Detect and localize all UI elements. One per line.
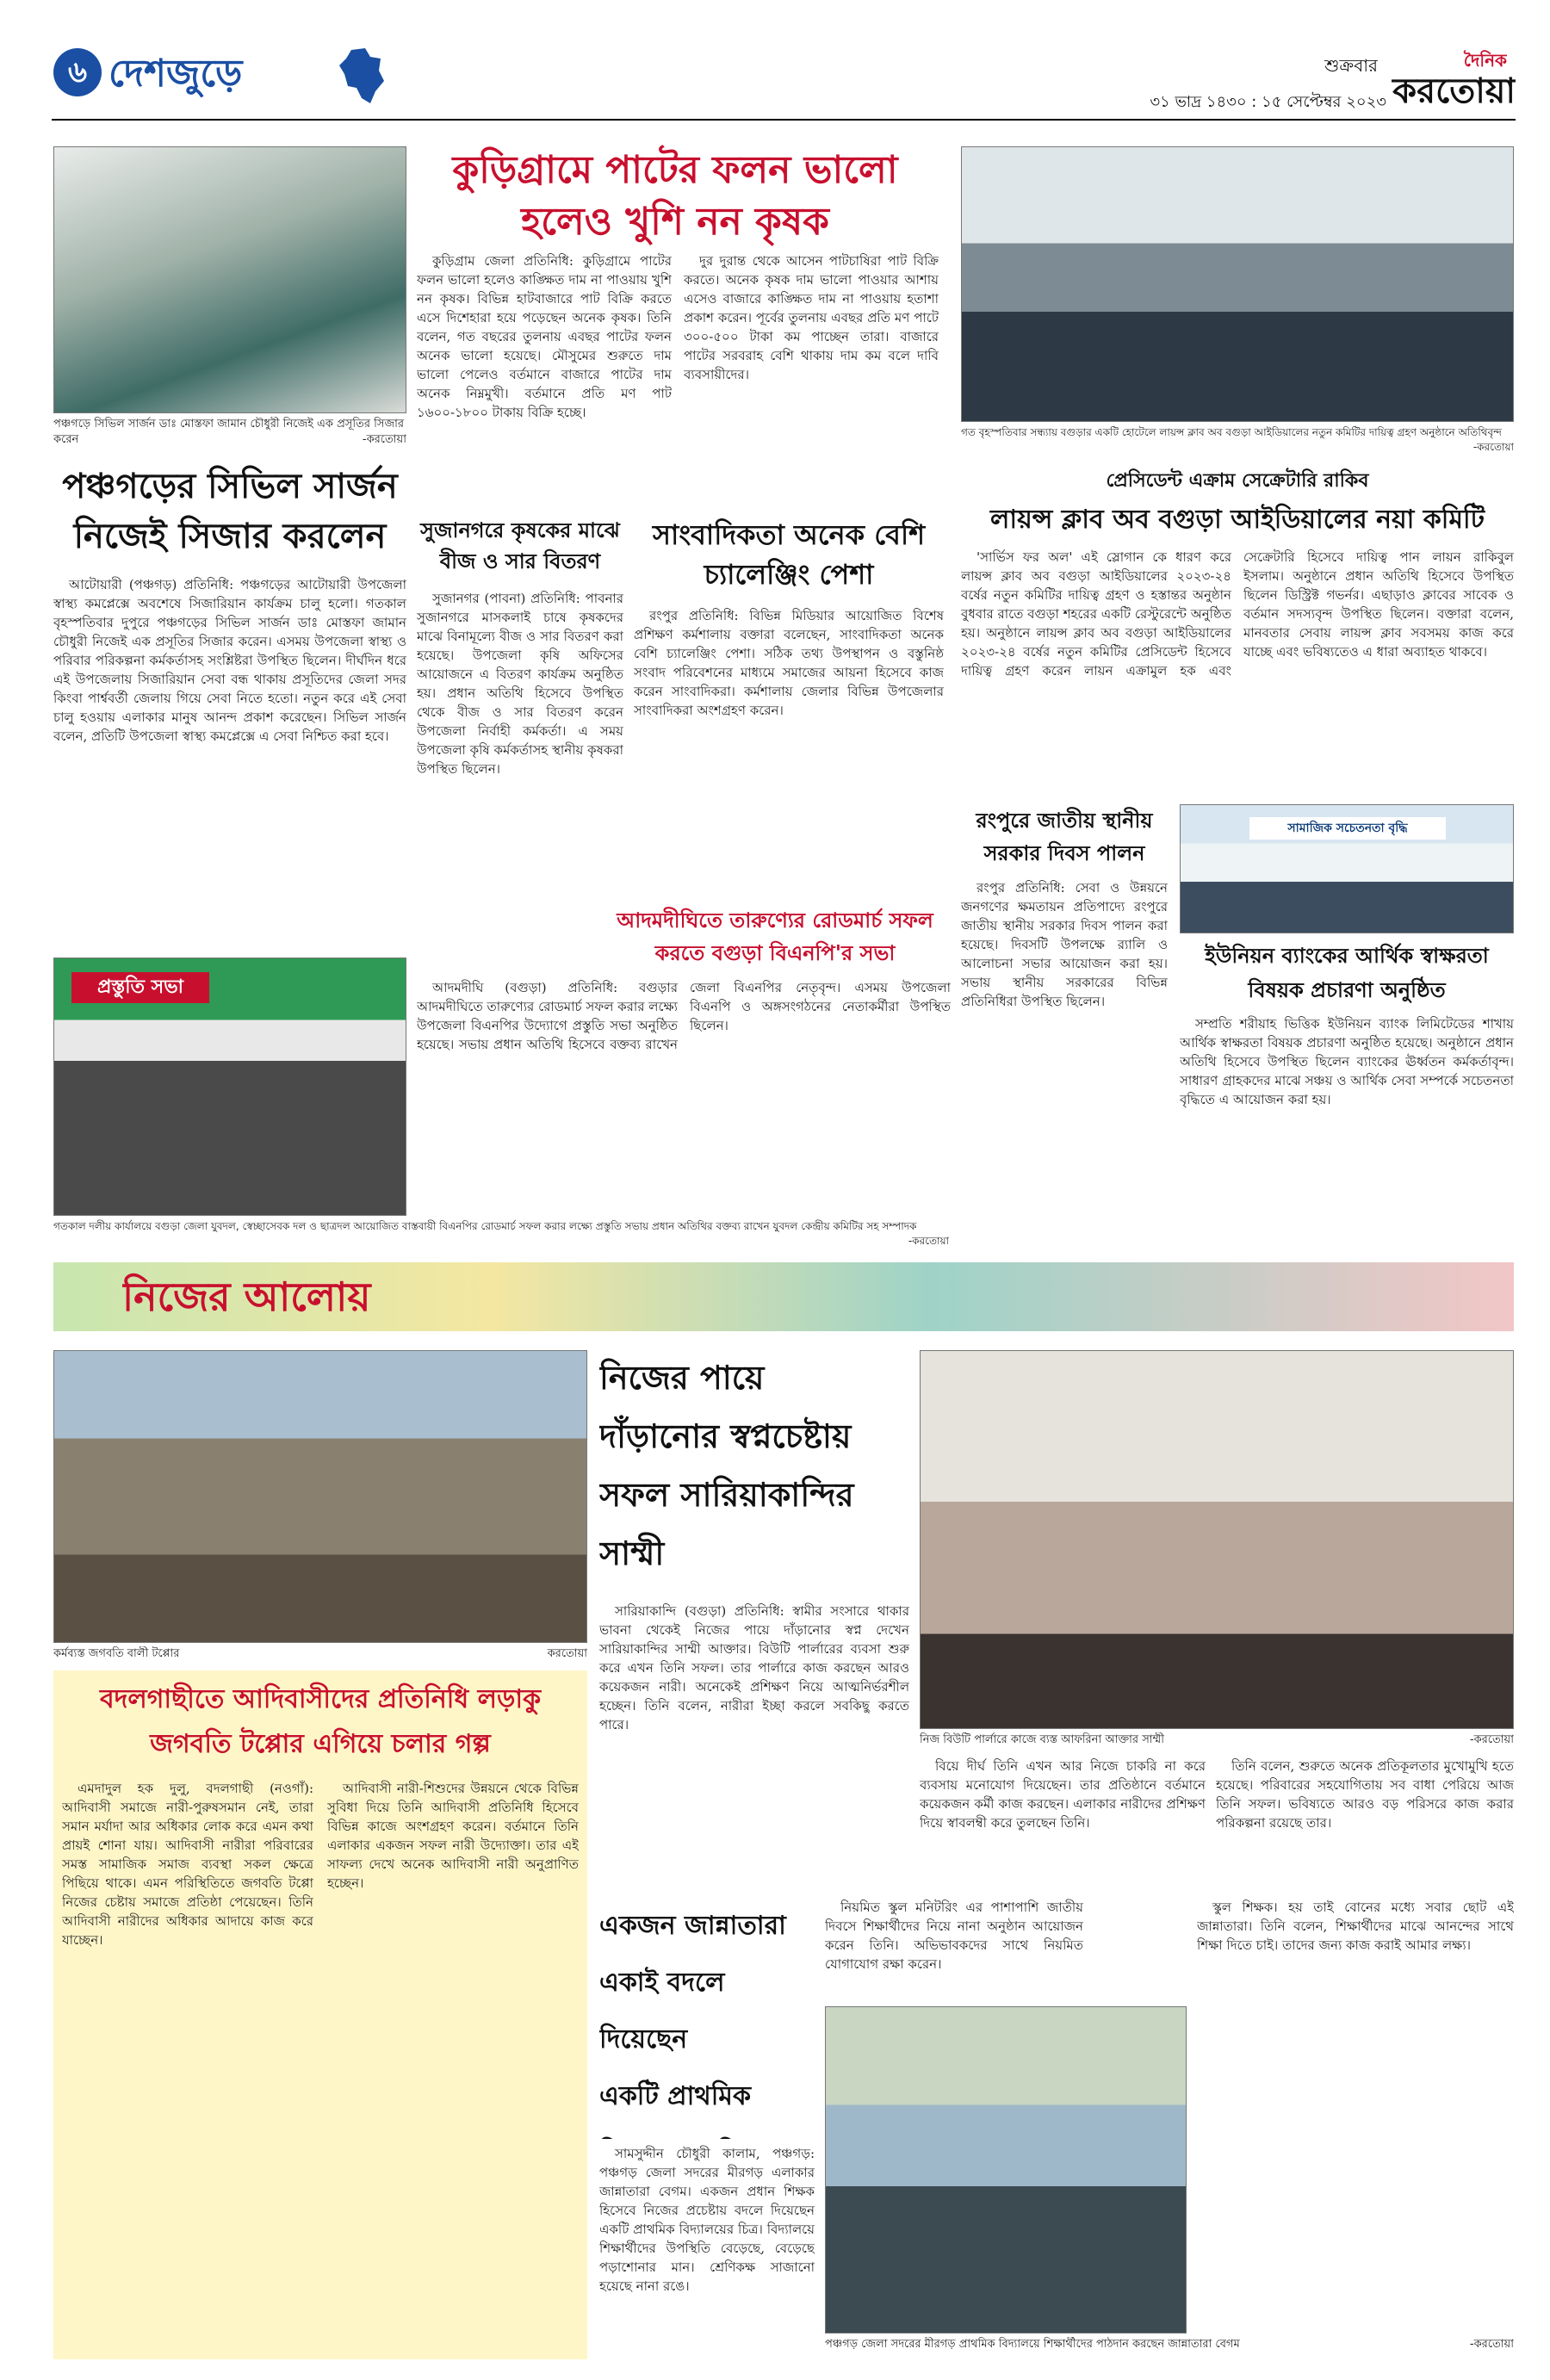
meeting-banner-text: প্রস্তুতি সভা bbox=[71, 972, 209, 1003]
bangladesh-map-icon bbox=[336, 46, 388, 107]
headline-line-2: একাই বদলে দিয়েছেন bbox=[599, 1968, 725, 2055]
caption-credit: -করতোয়া bbox=[1469, 2338, 1514, 2351]
dateline: ৩১ ভাদ্র ১৪৩০ : ১৫ সেপ্টেম্বর ২০২৩ bbox=[1150, 93, 1386, 111]
sammi-body bbox=[599, 1602, 909, 1894]
masthead bbox=[0, 0, 1550, 121]
caption-text: কর্মব্যস্ত জগবতি বালী টপ্পোর bbox=[53, 1647, 180, 1660]
school-photo-caption bbox=[825, 2337, 1514, 2361]
bank-photo bbox=[1180, 804, 1514, 933]
school-headline bbox=[599, 1898, 815, 2139]
operation-photo-caption bbox=[53, 417, 406, 451]
meeting-photo-caption bbox=[53, 1219, 949, 1254]
adivasi-body-col-1 bbox=[62, 1779, 313, 2347]
sammi-photo bbox=[920, 1350, 1514, 1729]
headline-line-4 bbox=[599, 2125, 815, 2139]
lions-kicker: প্রেসিডেন্ট এক্রাম সেক্রেটারি রাকিব bbox=[1106, 469, 1369, 492]
article-paragraph: রংপুর প্রতিনিধি: সেবা ও উন্নয়নে জনগণের ক্ষমতায়ন প্রতিপাদ্যে রংপুরে জাতীয় স্থানীয় সরকার দিবস পালন করা হয়েছে। দিবসটি উপলক্ষে র‌্যালি ও আলোচনা সভার আয়োজন করা হয়। সভায় স্থানীয় সরকারের বিভিন্ন প্রতিনিধিরা উপস্থিত ছিলেন। bbox=[961, 880, 1168, 1009]
school-body bbox=[599, 2144, 815, 2359]
page-number-badge bbox=[53, 48, 102, 96]
article-paragraph: আদমদীঘি (বগুড়া) প্রতিনিধি: বগুড়ার আদমদীঘিতে তারুণ্যের রোডমার্চ সফল করার লক্ষ্যে উপজেলা বিএনপির উদ্যোগে প্রস্তুতি সভা অনুষ্ঠিত হয়েছে। সভায় প্রধান অতিথি হিসেবে বক্তব্য রাখেন জেলা বিএনপির নেতৃবৃন্দ। এসময় উপজেলা বিএনপি ও অঙ্গসংগঠনের নেতাকর্মীরা উপস্থিত ছিলেন। bbox=[417, 980, 951, 1052]
page-number: ৬ bbox=[67, 55, 88, 90]
school-body-col-2 bbox=[825, 1898, 1083, 2001]
article-paragraph: নিয়মিত স্কুল মনিটরিং এর পাশাপাশি জাতীয় দিবসে শিক্ষার্থীদের নিয়ে নানা অনুষ্ঠান আয়োজন করেন তিনি। অভিভাবকদের সাথে নিয়মিত যোগাযোগ রক্ষা করেন। bbox=[825, 1900, 1083, 1972]
caption-credit: -করতোয়া bbox=[908, 1235, 949, 1247]
lions-photo bbox=[961, 146, 1514, 422]
headline-line-2: দাঁড়ানোর স্বপ্নচেষ্টায় bbox=[599, 1416, 852, 1455]
headline-line-2: সরকার দিবস পালন bbox=[983, 840, 1145, 865]
section-title: দেশজুড়ে bbox=[108, 52, 243, 96]
headline-line-1: একজন জান্নাতারা bbox=[599, 1911, 786, 1941]
headline-line-2: হলেও খুশি নন কৃষক bbox=[521, 200, 829, 244]
krishi-headline bbox=[417, 515, 623, 584]
headline-line-2: করতে বগুড়া বিএনপি'র সভা bbox=[654, 940, 896, 965]
feature-banner bbox=[53, 1262, 1514, 1331]
caption-credit: করতোয়া bbox=[547, 1647, 587, 1660]
caption-credit: -করতোয়া bbox=[1469, 1733, 1514, 1746]
headline-line-1: বদলগাছীতে আদিবাসীদের প্রতিনিধি লড়াকু bbox=[99, 1684, 542, 1714]
bank-body bbox=[1180, 1014, 1514, 1214]
weekday: শুক্রবার bbox=[1324, 55, 1378, 76]
meeting-photo bbox=[53, 958, 406, 1216]
headline-line-2: জগবতি টপ্পোর এগিয়ে চলার গল্প bbox=[150, 1729, 491, 1759]
adivasi-photo-caption bbox=[53, 1646, 587, 1667]
feature-banner-title: নিজের আলোয় bbox=[122, 1274, 371, 1320]
caption-text: নিজ বিউটি পার্লারে কাজে ব্যস্ত আফরিনা আক্তার সাম্মী bbox=[920, 1733, 1164, 1746]
article-paragraph: তিনি বলেন, শুরুতে অনেক প্রতিকূলতার মুখোমুখি হতে হয়েছে। পরিবারের সহযোগিতায় সব বাধা পেরিয়ে আজ তিনি সফল। ভবিষ্যতে আরও বড় পরিসরে কাজ করার পরিকল্পনা রয়েছে তার। bbox=[1216, 1758, 1514, 1831]
headline-line-1: কুড়িগ্রামে পাটের ফলন ভালো bbox=[452, 148, 898, 192]
headline-line-2: বীজ ও সার বিতরণ bbox=[439, 549, 601, 573]
school-photo bbox=[825, 2006, 1187, 2334]
article-paragraph: আদিবাসী নারী-শিশুদের উন্নয়নে থেকে বিভিন্ন সুবিধা দিয়ে তিনি আদিবাসী প্রতিনিধি হিসেবে বিভিন্ন কাজে অংশগ্রহণ করেন। বর্তমানে তিনি এলাকার একজন সফল নারী উদ্যোক্তা। তার এই সাফল্য দেখে অনেক আদিবাসী নারী অনুপ্রাণিত হচ্ছেন। bbox=[327, 1781, 579, 1891]
jute-body-col-1 bbox=[417, 251, 672, 510]
school-body-col-3 bbox=[1197, 1898, 1514, 2334]
article-paragraph: সুজানগর (পাবনা) প্রতিনিধি: পাবনার সুজানগরে মাসকলাই চাষে কৃষকদের মাঝে বিনামূল্যে বীজ ও সার বিতরণ করা হয়েছে। উপজেলা কৃষি অফিসের আয়োজনে এ বিতরণ কার্যক্রম অনুষ্ঠিত হয়। প্রধান অতিথি হিসেবে উপস্থিত থেকে বীজ ও সার বিতরণ করেন উপজেলা নির্বাহী কর্মকর্তা। এ সময় উপজেলা কৃষি কর্মকর্তাসহ স্থানীয় কৃষকরা উপস্থিত ছিলেন। bbox=[417, 591, 623, 777]
article-paragraph: বিয়ে দীর্ঘ তিনি এখন আর নিজে চাকরি না করে ব্যবসায় মনোযোগ দিয়েছেন। তার প্রতিষ্ঠানে বর্তমানে কয়েকজন কর্মী কাজ করছেন। এলাকার নারীদের প্রশিক্ষণ দিয়ে স্বাবলম্বী করে তুলছেন তিনি। bbox=[920, 1758, 1206, 1831]
krishi-body bbox=[417, 589, 623, 951]
caption-text: পঞ্চগড় জেলা সদরের মীরগড় প্রাথমিক বিদ্যালয়ে শিক্ষার্থীদের পাঠদান করছেন জান্নাতারা বেগম bbox=[825, 2338, 1240, 2351]
article-paragraph: সারিয়াকান্দি (বগুড়া) প্রতিনিধি: স্বামীর সংসারে থাকার ভাবনা থেকেই নিজের পায়ে দাঁড়ানোর স্বপ্ন দেখেন সারিয়াকান্দির সাম্মী আক্তার। বিউটি পার্লারের ব্যবসা শুরু করে এখন তিনি সফল। তার পার্লারে কাজ করছেন আরও কয়েকজন নারী। অনেকেই প্রশিক্ষণ নিয়ে আত্মনির্ভরশীল হচ্ছেন। তিনি বলেন, নারীরা ইচ্ছা করলে সবকিছু করতে পারে। bbox=[599, 1603, 909, 1732]
headline-line-2: বিষয়ক প্রচারণা অনুষ্ঠিত bbox=[1248, 977, 1446, 1002]
journalism-headline bbox=[634, 515, 944, 601]
article-paragraph: 'সার্ভিস ফর অল' এই স্লোগান কে ধারণ করে লায়ন্স ক্লাব অব বগুড়া আইডিয়ালের ২০২৩-২৪ বর্ষের নতুন কমিটির দায়িত্ব গ্রহণ ও হস্তান্তর অনুষ্ঠান বুধবার রাতে বগুড়া শহরের একটি রেস্টুরেন্টে অনুষ্ঠিত হয়। অনুষ্ঠানে লায়ন্স ক্লাব অব বগুড়া আইডিয়ালের ২০২৩-২৪ বর্ষের নতুন কমিটির প্রেসিডেন্ট হিসেবে দায়িত্ব গ্রহণ করেন লায়ন এক্রামুল হক এবং সেক্রেটারি হিসেবে দায়িত্ব পান লায়ন রাকিবুল ইসলাম। অনুষ্ঠানে প্রধান অতিথি হিসেবে উপস্থিত ছিলেন ডিস্ট্রিক্ট গভর্নর। এছাড়াও ক্লাবের সাবেক ও বর্তমান সদস্যবৃন্দ উপস্থিত ছিলেন। বক্তারা বলেন, মানবতার সেবায় লায়ন্স ক্লাব সবসময় কাজ করে যাচ্ছে এবং ভবিষ্যতেও এ ধারা অব্যাহত থাকবে। bbox=[961, 549, 1514, 679]
civil-surgeon-headline bbox=[53, 462, 406, 565]
headline-line-1: সুজানগরে কৃষকের মাঝে bbox=[420, 518, 620, 542]
rangpur-body bbox=[961, 878, 1168, 1214]
adivasi-photo bbox=[53, 1350, 587, 1643]
rangpur-headline bbox=[961, 804, 1168, 873]
headline-line-4: সাম্মী bbox=[599, 1534, 665, 1572]
jute-headline bbox=[417, 145, 933, 248]
headline-line-2: নিজেই সিজার করলেন bbox=[73, 516, 387, 556]
sammi-headline bbox=[599, 1348, 909, 1598]
caption-credit: -করতোয়া bbox=[362, 433, 406, 446]
adivasi-article-box bbox=[53, 1670, 587, 2359]
headline-line-2: চ্যালেঞ্জিং পেশা bbox=[704, 558, 874, 591]
article-paragraph: স্কুল শিক্ষক। হয় তাই বোনের মধ্যে সবার ছোট এই জান্নাতারা। তিনি বলেন, শিক্ষার্থীদের মাঝে আনন্দের সাথে শিক্ষা দিতে চাই। তাদের জন্য কাজ করাই আমার লক্ষ্য। bbox=[1197, 1900, 1514, 1953]
operation-photo bbox=[53, 146, 406, 413]
article-paragraph: সম্প্রতি শরীয়াহ ভিত্তিক ইউনিয়ন ব্যাংক লিমিটেডের শাখায় আর্থিক স্বাক্ষরতা বিষয়ক প্রচারণা অনুষ্ঠিত হয়েছে। অনুষ্ঠানে প্রধান অতিথি হিসেবে উপস্থিত ছিলেন ব্যাংকের ঊর্ধ্বতন কর্মকর্তাবৃন্দ। সাধারণ গ্রাহকদের মাঝে সঞ্চয় ও আর্থিক সেবা সম্পর্কে সচেতনতা বৃদ্ধিতে এ আয়োজন করা হয়। bbox=[1180, 1016, 1514, 1107]
lions-body bbox=[961, 548, 1514, 797]
masthead-rule bbox=[52, 119, 1516, 121]
article-paragraph: কুড়িগ্রাম জেলা প্রতিনিধি: কুড়িগ্রামে পাটের ফলন ভালো হলেও কাঙ্ক্ষিত দাম না পাওয়ায় খুশি নন কৃষক। বিভিন্ন হাটবাজারে পাট বিক্রি করতে এসে দিশেহারা হয়ে পড়েছেন অনেক কৃষক। তিনি বলেন, গত বছরের তুলনায় এবছর পাটের ফলন অনেক ভালো হয়েছে। মৌসুমের শুরুতে দাম ভালো পেলেও বর্তমানে বাজারে পাটের দাম অনেক নিম্নমুখী। বর্তমানে প্রতি মণ পাট ১৬০০-১৮০০ টাকায় বিক্রি হচ্ছে। bbox=[417, 253, 672, 420]
lions-photo-caption bbox=[961, 425, 1514, 460]
jute-body-col-2 bbox=[684, 251, 939, 510]
roadmarch-body bbox=[417, 978, 951, 1211]
adivasi-headline bbox=[53, 1677, 587, 1772]
headline-line-3: সফল সারিয়াকান্দির bbox=[599, 1475, 854, 1514]
article-paragraph: আটোয়ারী (পঞ্চগড়) প্রতিনিধি: পঞ্চগড়ের আটোয়ারী উপজেলা স্বাস্থ্য কমপ্লেক্সে অবশেষে সিজারিয়ান কার্যক্রম চালু হলো। গতকাল বৃহস্পতিবার দুপুরে পঞ্চগড়ের সিভিল সার্জন ডাঃ মোস্তফা জামান চৌধুরী নিজেই এক প্রসূতির সিজার করেন। এসময় উপজেলা স্বাস্থ্য ও পরিবার পরিকল্পনা কর্মকর্তাসহ সংশ্লিষ্টরা উপস্থিত ছিলেন। দীর্ঘদিন ধরে এই উপজেলায় সিজারিয়ান সেবা বন্ধ থাকায় প্রসূতিদের জেলা সদর কিংবা পার্শ্ববর্তী জেলায় গিয়ে সেবা নিতে হতো। নতুন করে এই সেবা চালু হওয়ায় এলাকার মানুষ আনন্দ প্রকাশ করেছেন। সিভিল সার্জন বলেন, প্রতিটি উপজেলা স্বাস্থ্য কমপ্লেক্সে এ সেবা নিশ্চিত করা হবে। bbox=[53, 577, 406, 744]
caption-text: গতকাল দলীয় কার্যালয়ে বগুড়া জেলা যুবদল, স্বেচ্ছাসেবক দল ও ছাত্রদল আয়োজিত বাস্তবায়ী বিএনপির রোডমার্চ সফল করার লক্ষ্যে প্রস্তুতি সভায় প্রধান অতিথির বক্তব্য রাখেন যুবদল কেন্দ্রীয় কমিটির সহ সম্পাদক bbox=[53, 1220, 917, 1232]
civil-surgeon-body bbox=[53, 575, 406, 954]
caption-text: পঞ্চগড়ে সিভিল সার্জন ডাঃ মোস্তফা জামান চৌধুরী নিজেই এক প্রসূতির সিজার করেন bbox=[53, 418, 404, 446]
headline-line-1: আদমদীঘিতে তারুণ্যের রোডমার্চ সফল bbox=[617, 908, 933, 933]
sammi-body-col-3 bbox=[1216, 1757, 1514, 1886]
headline-line-1: পঞ্চগড়ের সিভিল সার্জন bbox=[62, 466, 398, 506]
bank-headline bbox=[1180, 939, 1514, 1011]
paper-name: করতোয়া bbox=[1392, 71, 1516, 111]
lions-headline: লায়ন্স ক্লাব অব বগুড়া আইডিয়ালের নয়া কমিটি bbox=[990, 505, 1485, 535]
bank-banner-text: সামাজিক সচেতনতা বৃদ্ধি bbox=[1249, 817, 1446, 840]
article-paragraph: রংপুর প্রতিনিধি: বিভিন্ন মিডিয়ার আয়োজিত বিশেষ প্রশিক্ষণ কর্মশালায় বক্তারা বলেছেন, সাংবাদিকতা অনেক বেশি চ্যালেঞ্জিং পেশা। সঠিক তথ্য উপস্থাপন ও বস্তুনিষ্ঠ সংবাদ পরিবেশনের মাধ্যমে সমাজের আয়না হিসেবে কাজ করেন সাংবাদিকরা। কর্মশালায় জেলার বিভিন্ন উপজেলার সাংবাদিকরা অংশগ্রহণ করেন। bbox=[634, 608, 944, 718]
headline-line-1: সাংবাদিকতা অনেক বেশি bbox=[652, 518, 926, 551]
headline-line-1: নিজের পায়ে bbox=[599, 1358, 765, 1397]
adivasi-body-col-2 bbox=[327, 1779, 579, 2347]
article-paragraph: এমদাদুল হক দুলু, বদলগাছী (নওগাঁ): আদিবাসী সমাজে নারী-পুরুষসমান নেই, তারা সমান মর্যাদা আর অধিকার লোক করে এমন কথা প্রায়ই শোনা যায়। আদিবাসী নারীরা পরিবারের সমস্ত সামাজিক সমাজ ব্যবস্থা সকল ক্ষেত্রে পিছিয়ে থাকে। এমন পরিস্থিতিতে জগবতি টপ্পো নিজের চেষ্টায় সমাজে প্রতিষ্ঠা পেয়েছেন। তিনি আদিবাসী নারীদের অধিকার আদায়ে কাজ করে যাচ্ছেন। bbox=[62, 1781, 313, 1948]
sammi-photo-caption bbox=[920, 1732, 1514, 1753]
article-paragraph: দুর দুরান্ত থেকে আসেন পাটচাষিরা পাট বিক্রি করতে। অনেক কৃষক দাম ভালো পাওয়ার আশায় এসেও বাজারে কাঙ্ক্ষিত দাম না পাওয়ায় হতাশা প্রকাশ করেন। পূর্বের তুলনায় এবছর প্রতি মণ পাটে ৩০০-৫০০ টাকা কম পাচ্ছেন তারা। বাজারে পাটের সরবরাহ বেশি থাকায় দাম কম বলে দাবি ব্যবসায়ীদের। bbox=[684, 253, 939, 382]
sammi-body-col-2 bbox=[920, 1757, 1206, 1886]
headline-line-1: রংপুরে জাতীয় স্থানীয় bbox=[976, 808, 1153, 833]
caption-credit: -করতোয়া bbox=[1472, 441, 1514, 453]
roadmarch-headline bbox=[603, 904, 947, 973]
paper-label-small: দৈনিক bbox=[1463, 50, 1507, 71]
caption-text: গত বৃহস্পতিবার সন্ধ্যায় বগুড়ার একটি হোটেলে লায়ন্স ক্লাব অব বগুড়া আইডিয়ালের নতুন কমিটির দায়িত্ব গ্রহণ অনুষ্ঠানে অতিথিবৃন্দ bbox=[961, 426, 1502, 438]
headline-line-1: ইউনিয়ন ব্যাংকের আর্থিক স্বাক্ষরতা bbox=[1205, 943, 1489, 968]
headline-line-3: একটি প্রাথমিক bbox=[599, 2081, 751, 2111]
journalism-body bbox=[634, 606, 944, 899]
article-paragraph: সামসুদ্দীন চৌধুরী কালাম, পঞ্চগড়: পঞ্চগড় জেলা সদরের মীরগড় এলাকার জান্নাতারা বেগম। একজন প্রধান শিক্ষক হিসেবে নিজের প্রচেষ্টায় বদলে দিয়েছেন একটি প্রাথমিক বিদ্যালয়ের চিত্র। বিদ্যালয়ে শিক্ষার্থীদের উপস্থিতি বেড়েছে, বেড়েছে পড়াশোনার মান। শ্রেণিকক্ষ সাজানো হয়েছে নানা রঙে। bbox=[599, 2146, 815, 2294]
